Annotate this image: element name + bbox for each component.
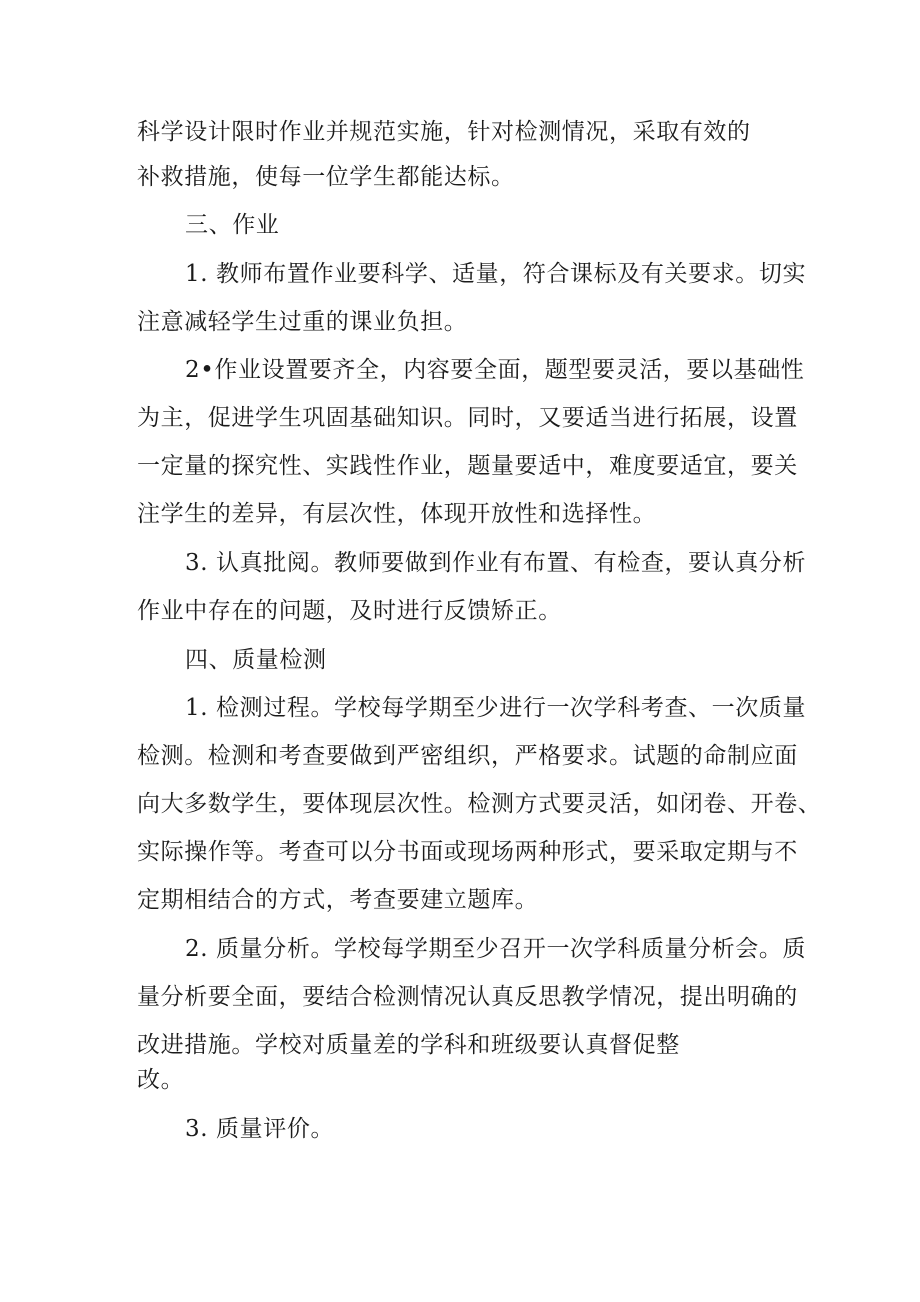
text-line: 量分析要全面，要结合检测情况认真反思教学情况，提出明确的	[137, 984, 798, 1010]
text-line: 为主，促进学生巩固基础知识。同时，又要适当进行拓展，设置	[137, 405, 798, 431]
text-line: 定期相结合的方式，考查要建立题库。	[137, 887, 539, 913]
text-line: 科学设计限时作业并规范实施，针对检测情况，采取有效的	[137, 119, 751, 145]
text-line: 补救措施，使每一位学生都能达标。	[137, 164, 515, 190]
text-line: 一定量的探究性、实践性作业，题量要适中，难度要适宜，要关	[137, 453, 798, 479]
text-line: 注意减轻学生过重的课业负担。	[137, 309, 468, 335]
section-heading-homework: 三、作业	[185, 212, 280, 238]
text-line: 3. 质量评价。	[185, 1116, 335, 1142]
text-line: 注学生的差异，有层次性，体现开放性和选择性。	[137, 501, 657, 527]
text-line: 改。	[137, 1067, 185, 1093]
text-line: 1. 检测过程。学校每学期至少进行一次学科考查、一次质量	[185, 695, 807, 721]
text-line: 1. 教师布置作业要科学、适量，符合课标及有关要求。切实	[185, 261, 807, 287]
text-line: 向大多数学生，要体现层次性。检测方式要灵活，如闭卷、开卷、	[137, 791, 822, 817]
text-line: 3. 认真批阅。教师要做到作业有布置、有检查，要认真分析	[185, 550, 807, 576]
text-line: 作业中存在的问题，及时进行反馈矫正。	[137, 598, 562, 624]
text-line: 实际操作等。考查可以分书面或现场两种形式，要采取定期与不	[137, 839, 798, 865]
section-heading-quality-testing: 四、质量检测	[185, 647, 327, 673]
text-line: 2. 质量分析。学校每学期至少召开一次学科质量分析会。质	[185, 936, 807, 962]
text-line: 检测。检测和考查要做到严密组织，严格要求。试题的命制应面	[137, 743, 798, 769]
text-line: 改进措施。学校对质量差的学科和班级要认真督促整	[137, 1032, 680, 1058]
text-line: 2•作业设置要齐全，内容要全面，题型要灵活，要以基础性	[185, 357, 805, 383]
